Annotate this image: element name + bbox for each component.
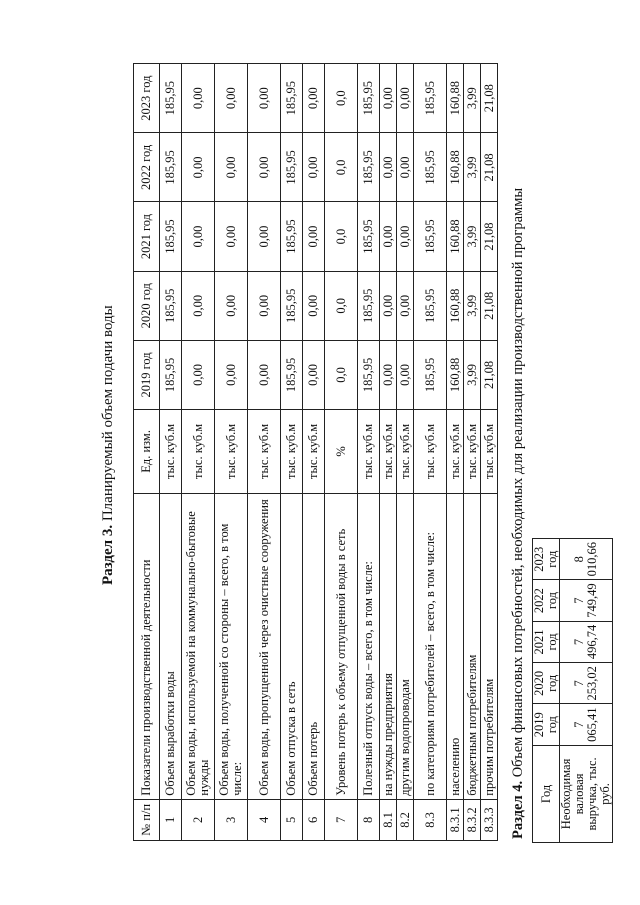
header-2021: 2021 год	[533, 621, 560, 662]
value-2019: 185,95	[281, 340, 303, 409]
value-2020: 185,95	[281, 271, 303, 340]
table-row	[281, 64, 303, 841]
value-2021: 0,00	[182, 202, 215, 271]
value-2022: 160,88	[447, 133, 464, 202]
value-2020: 185,95	[358, 271, 380, 340]
header-indicator: Показатели производственной деятельности	[134, 493, 160, 799]
header-num: № п/п	[134, 799, 160, 840]
row-indicator: бюджетным потребителям	[464, 493, 481, 799]
header-2022: 2022 год	[134, 133, 160, 202]
value-2019: 7 065,41	[560, 704, 613, 745]
value-2020: 0,00	[380, 271, 397, 340]
value-2022: 185,95	[414, 133, 447, 202]
value-2020: 0,00	[303, 271, 325, 340]
row-indicator: Объем воды, полученной со стороны – всего, в том числе:	[215, 493, 248, 799]
table-row	[414, 64, 447, 841]
row-indicator: Объем воды, пропущенной через очистные сооружения	[248, 493, 281, 799]
table-row	[160, 64, 182, 841]
row-unit: тыс. куб.м	[281, 410, 303, 494]
row-number: 8.3.2	[464, 799, 481, 840]
row-indicator: по категориям потребителей – всего, в том числе:	[414, 493, 447, 799]
water-supply-table	[133, 63, 498, 841]
value-2023: 0,00	[303, 64, 325, 133]
table-row	[447, 64, 464, 841]
section3-title-bold: Раздел 3.	[100, 524, 116, 585]
header-2023: 2023 год	[134, 64, 160, 133]
value-2021: 185,95	[281, 202, 303, 271]
header-year: Год	[533, 745, 560, 842]
section4-title-text: Объем финансовых потребностей, необходимых для реализации производственной программы	[510, 187, 526, 781]
value-2023: 185,95	[414, 64, 447, 133]
value-2020: 3,99	[464, 271, 481, 340]
row-number: 7	[325, 799, 358, 840]
value-2023: 3,99	[464, 64, 481, 133]
table-row	[215, 64, 248, 841]
row-number: 8.2	[397, 799, 414, 840]
value-2023: 21,08	[481, 64, 498, 133]
row-unit: тыс. куб.м	[380, 410, 397, 494]
value-2020: 185,95	[414, 271, 447, 340]
table-row	[358, 64, 380, 841]
row-unit: тыс. куб.м	[160, 410, 182, 494]
section4-title	[510, 188, 527, 839]
value-2021: 3,99	[464, 202, 481, 271]
value-2022: 3,99	[464, 133, 481, 202]
row-number: 6	[303, 799, 325, 840]
row-number: 5	[281, 799, 303, 840]
value-2019: 160,88	[447, 340, 464, 409]
value-2022: 185,95	[160, 133, 182, 202]
financial-needs-table	[532, 538, 613, 843]
row-number: 8.1	[380, 799, 397, 840]
header-2021: 2021 год	[134, 202, 160, 271]
table-row	[481, 64, 498, 841]
row-unit: тыс. куб.м	[303, 410, 325, 494]
value-2022: 0,0	[325, 133, 358, 202]
value-2021: 0,0	[325, 202, 358, 271]
row-unit: тыс. куб.м	[397, 410, 414, 494]
value-2019: 0,00	[182, 340, 215, 409]
section3-title	[100, 305, 117, 585]
value-2021: 21,08	[481, 202, 498, 271]
section3-title-text: Планируемый объем подачи воды	[100, 305, 116, 525]
header-2020: 2020 год	[134, 271, 160, 340]
value-2021: 0,00	[303, 202, 325, 271]
value-2022: 21,08	[481, 133, 498, 202]
row-unit: тыс. куб.м	[447, 410, 464, 494]
row-number: 8.3.1	[447, 799, 464, 840]
value-2023: 185,95	[160, 64, 182, 133]
header-2019: 2019 год	[533, 704, 560, 745]
row-number: 8.3.3	[481, 799, 498, 840]
value-2021: 0,00	[248, 202, 281, 271]
table-row	[380, 64, 397, 841]
row-number: 8.3	[414, 799, 447, 840]
value-2020: 185,95	[160, 271, 182, 340]
value-2022: 0,00	[397, 133, 414, 202]
value-2020: 0,00	[215, 271, 248, 340]
row-indicator: населению	[447, 493, 464, 799]
value-2023: 185,95	[281, 64, 303, 133]
header-2023: 2023 год	[533, 539, 560, 580]
value-2022: 0,00	[380, 133, 397, 202]
table-row	[325, 64, 358, 841]
row-indicator: Полезный отпуск воды – всего, в том числе:	[358, 493, 380, 799]
header-unit: Ед. изм.	[134, 410, 160, 494]
table-row	[560, 539, 613, 843]
header-2019: 2019 год	[134, 340, 160, 409]
section4-title-bold: Раздел 4.	[510, 780, 526, 839]
value-2023: 0,00	[182, 64, 215, 133]
value-2022: 185,95	[281, 133, 303, 202]
value-2021: 185,95	[414, 202, 447, 271]
table-header-row	[134, 64, 160, 841]
row-indicator: Объем воды, используемой на коммунально-бытовые нужды	[182, 493, 215, 799]
value-2020: 0,00	[397, 271, 414, 340]
row-number: 3	[215, 799, 248, 840]
value-2020: 0,0	[325, 271, 358, 340]
row-indicator: прочим потребителям	[481, 493, 498, 799]
value-2019: 185,95	[414, 340, 447, 409]
value-2019: 0,00	[215, 340, 248, 409]
row-label: Необходимая валовая выручка, тыс. руб.	[560, 745, 613, 842]
value-2021: 185,95	[160, 202, 182, 271]
value-2023: 0,00	[215, 64, 248, 133]
value-2021: 0,00	[215, 202, 248, 271]
value-2022: 0,00	[215, 133, 248, 202]
table-row	[182, 64, 215, 841]
value-2019: 3,99	[464, 340, 481, 409]
value-2022: 0,00	[248, 133, 281, 202]
value-2022: 0,00	[182, 133, 215, 202]
value-2019: 0,00	[380, 340, 397, 409]
table-row	[464, 64, 481, 841]
value-2021: 7 496,74	[560, 621, 613, 662]
value-2019: 0,00	[397, 340, 414, 409]
value-2023: 185,95	[358, 64, 380, 133]
row-indicator: на нужды предприятия	[380, 493, 397, 799]
value-2019: 0,00	[303, 340, 325, 409]
value-2023: 160,88	[447, 64, 464, 133]
table-row	[303, 64, 325, 841]
row-unit: тыс. куб.м	[215, 410, 248, 494]
table-row	[397, 64, 414, 841]
value-2020: 0,00	[248, 271, 281, 340]
value-2023: 0,0	[325, 64, 358, 133]
value-2021: 0,00	[380, 202, 397, 271]
row-number: 8	[358, 799, 380, 840]
value-2019: 0,00	[248, 340, 281, 409]
row-number: 2	[182, 799, 215, 840]
value-2019: 185,95	[358, 340, 380, 409]
table-row	[248, 64, 281, 841]
value-2022: 7 749,49	[560, 580, 613, 621]
value-2023: 0,00	[248, 64, 281, 133]
row-unit: %	[325, 410, 358, 494]
value-2022: 185,95	[358, 133, 380, 202]
table-header-row	[533, 539, 560, 843]
value-2023: 0,00	[380, 64, 397, 133]
header-2022: 2022 год	[533, 580, 560, 621]
value-2019: 21,08	[481, 340, 498, 409]
value-2020: 0,00	[182, 271, 215, 340]
value-2023: 8 010,66	[560, 539, 613, 580]
row-number: 1	[160, 799, 182, 840]
value-2022: 0,00	[303, 133, 325, 202]
row-unit: тыс. куб.м	[481, 410, 498, 494]
value-2021: 185,95	[358, 202, 380, 271]
row-indicator: Объем отпуска в сеть	[281, 493, 303, 799]
value-2020: 21,08	[481, 271, 498, 340]
row-indicator: Объем выработки воды	[160, 493, 182, 799]
value-2019: 185,95	[160, 340, 182, 409]
row-number: 4	[248, 799, 281, 840]
row-unit: тыс. куб.м	[248, 410, 281, 494]
row-unit: тыс. куб.м	[464, 410, 481, 494]
row-unit: тыс. куб.м	[414, 410, 447, 494]
row-indicator: Объем потерь	[303, 493, 325, 799]
value-2020: 7 253,02	[560, 663, 613, 704]
row-unit: тыс. куб.м	[358, 410, 380, 494]
row-indicator: другим водопроводам	[397, 493, 414, 799]
value-2021: 0,00	[397, 202, 414, 271]
row-unit: тыс. куб.м	[182, 410, 215, 494]
value-2023: 0,00	[397, 64, 414, 133]
header-2020: 2020 год	[533, 663, 560, 704]
value-2021: 160,88	[447, 202, 464, 271]
value-2020: 160,88	[447, 271, 464, 340]
row-indicator: Уровень потерь к объему отпущенной воды в сеть	[325, 493, 358, 799]
value-2019: 0,0	[325, 340, 358, 409]
